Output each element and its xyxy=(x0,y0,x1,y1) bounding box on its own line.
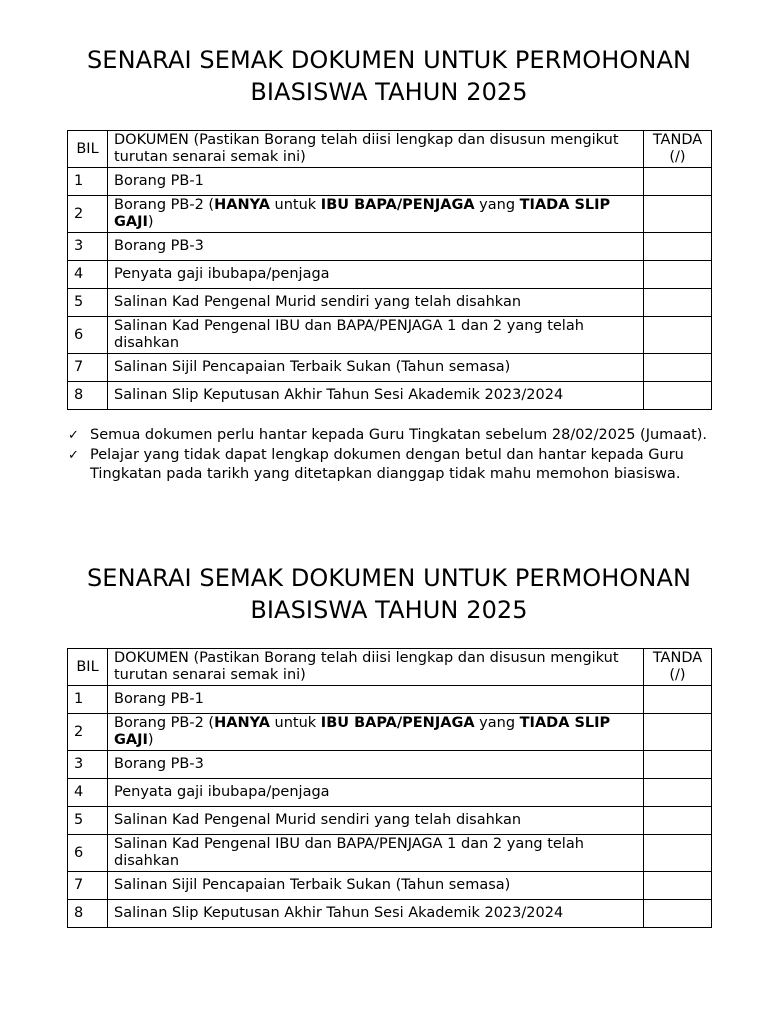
row-number: 4 xyxy=(68,261,108,289)
row-number: 7 xyxy=(68,872,108,900)
row-document: Borang PB-1 xyxy=(108,686,644,714)
table-row xyxy=(68,168,712,196)
row-document: Salinan Slip Keputusan Akhir Tahun Sesi Akademik 2023/2024 xyxy=(108,900,644,928)
row-document: Salinan Kad Pengenal IBU dan BAPA/PENJAGA 1 dan 2 yang telah disahkan xyxy=(108,317,644,354)
table-row xyxy=(68,872,712,900)
page-title xyxy=(67,44,711,108)
note-item xyxy=(67,426,711,446)
title-line-2: BIASISWA TAHUN 2025 xyxy=(250,78,528,106)
row-document: Salinan Sijil Pencapaian Terbaik Sukan (Tahun semasa) xyxy=(108,872,644,900)
header-tanda: TANDA (/) xyxy=(644,649,712,686)
table-row xyxy=(68,714,712,751)
text-segment: Borang PB-2 ( xyxy=(114,197,215,213)
tanda-cell[interactable] xyxy=(644,233,712,261)
tanda-cell[interactable] xyxy=(644,835,712,872)
table-row xyxy=(68,354,712,382)
table-row xyxy=(68,686,712,714)
tanda-cell[interactable] xyxy=(644,354,712,382)
tanda-cell[interactable] xyxy=(644,382,712,410)
row-number: 7 xyxy=(68,354,108,382)
table-header-row xyxy=(68,131,712,168)
note-text: Semua dokumen perlu hantar kepada Guru Tingkatan sebelum 28/02/2025 (Jumaat). xyxy=(90,427,708,443)
header-bil: BIL xyxy=(68,649,108,686)
row-number: 8 xyxy=(68,382,108,410)
table-row xyxy=(68,289,712,317)
bold-segment: HANYA xyxy=(214,197,270,213)
tanda-cell[interactable] xyxy=(644,686,712,714)
table-row xyxy=(68,261,712,289)
row-document xyxy=(108,714,644,751)
row-number: 3 xyxy=(68,233,108,261)
header-dokumen: DOKUMEN (Pastikan Borang telah diisi lengkap dan disusun mengikut turutan senarai semak ini) xyxy=(108,131,644,168)
table-row xyxy=(68,779,712,807)
checklist-section-1 xyxy=(67,44,711,485)
checklist-section-2 xyxy=(67,562,711,928)
text-segment: untuk xyxy=(269,715,321,731)
tanda-cell[interactable] xyxy=(644,168,712,196)
tanda-cell[interactable] xyxy=(644,196,712,233)
row-number: 6 xyxy=(68,317,108,354)
checkmark-icon: ✓ xyxy=(68,428,79,443)
row-number: 3 xyxy=(68,751,108,779)
checklist-table xyxy=(67,130,712,410)
tanda-cell[interactable] xyxy=(644,261,712,289)
row-number: 2 xyxy=(68,714,108,751)
row-document: Penyata gaji ibubapa/penjaga xyxy=(108,779,644,807)
table-header-row xyxy=(68,649,712,686)
table-row xyxy=(68,807,712,835)
row-number: 1 xyxy=(68,168,108,196)
tanda-cell[interactable] xyxy=(644,289,712,317)
text-segment: Borang PB-2 ( xyxy=(114,715,215,731)
row-document: Salinan Slip Keputusan Akhir Tahun Sesi Akademik 2023/2024 xyxy=(108,382,644,410)
row-document: Salinan Kad Pengenal Murid sendiri yang telah disahkan xyxy=(108,807,644,835)
table-row xyxy=(68,382,712,410)
row-number: 4 xyxy=(68,779,108,807)
header-tanda: TANDA (/) xyxy=(644,131,712,168)
tanda-cell[interactable] xyxy=(644,900,712,928)
header-dokumen: DOKUMEN (Pastikan Borang telah diisi lengkap dan disusun mengikut turutan senarai semak ini) xyxy=(108,649,644,686)
table-row xyxy=(68,835,712,872)
row-document xyxy=(108,196,644,233)
tanda-cell[interactable] xyxy=(644,751,712,779)
tanda-cell[interactable] xyxy=(644,317,712,354)
bold-segment: TIADA SLIP GAJI xyxy=(114,197,611,230)
text-segment: ) xyxy=(147,732,154,748)
page-title xyxy=(67,562,711,626)
row-number: 5 xyxy=(68,289,108,317)
row-number: 5 xyxy=(68,807,108,835)
text-segment: yang xyxy=(474,197,520,213)
table-row xyxy=(68,233,712,261)
tanda-cell[interactable] xyxy=(644,779,712,807)
bold-segment: IBU BAPA/PENJAGA xyxy=(320,715,475,731)
row-document: Salinan Sijil Pencapaian Terbaik Sukan (Tahun semasa) xyxy=(108,354,644,382)
bold-segment: HANYA xyxy=(214,715,270,731)
row-number: 8 xyxy=(68,900,108,928)
header-bil: BIL xyxy=(68,131,108,168)
row-document: Borang PB-1 xyxy=(108,168,644,196)
text-segment: untuk xyxy=(269,197,321,213)
title-line-1: SENARAI SEMAK DOKUMEN UNTUK PERMOHONAN xyxy=(86,46,692,74)
title-line-1: SENARAI SEMAK DOKUMEN UNTUK PERMOHONAN xyxy=(86,564,692,592)
title-line-2: BIASISWA TAHUN 2025 xyxy=(250,596,528,624)
table-row xyxy=(68,317,712,354)
row-document: Salinan Kad Pengenal Murid sendiri yang telah disahkan xyxy=(108,289,644,317)
row-number: 1 xyxy=(68,686,108,714)
bold-segment: IBU BAPA/PENJAGA xyxy=(320,197,475,213)
table-row xyxy=(68,196,712,233)
tanda-cell[interactable] xyxy=(644,807,712,835)
row-document: Borang PB-3 xyxy=(108,233,644,261)
row-document: Borang PB-3 xyxy=(108,751,644,779)
row-number: 6 xyxy=(68,835,108,872)
tanda-cell[interactable] xyxy=(644,714,712,751)
checkmark-icon: ✓ xyxy=(68,447,79,463)
row-number: 2 xyxy=(68,196,108,233)
text-segment: yang xyxy=(474,715,520,731)
tanda-cell[interactable] xyxy=(644,872,712,900)
row-document: Salinan Kad Pengenal IBU dan BAPA/PENJAGA 1 dan 2 yang telah disahkan xyxy=(108,835,644,872)
note-text: Pelajar yang tidak dapat lengkap dokumen dengan betul dan hantar kepada Guru Tingkatan pada tarikh yang ditetapkan dianggap tidak mahu memohon biasiswa. xyxy=(90,446,684,482)
note-item xyxy=(67,446,711,485)
notes-list xyxy=(67,426,711,485)
table-row xyxy=(68,900,712,928)
table-row xyxy=(68,751,712,779)
checklist-table xyxy=(67,648,712,928)
bold-segment: TIADA SLIP GAJI xyxy=(114,715,611,748)
row-document: Penyata gaji ibubapa/penjaga xyxy=(108,261,644,289)
text-segment: ) xyxy=(147,214,154,230)
